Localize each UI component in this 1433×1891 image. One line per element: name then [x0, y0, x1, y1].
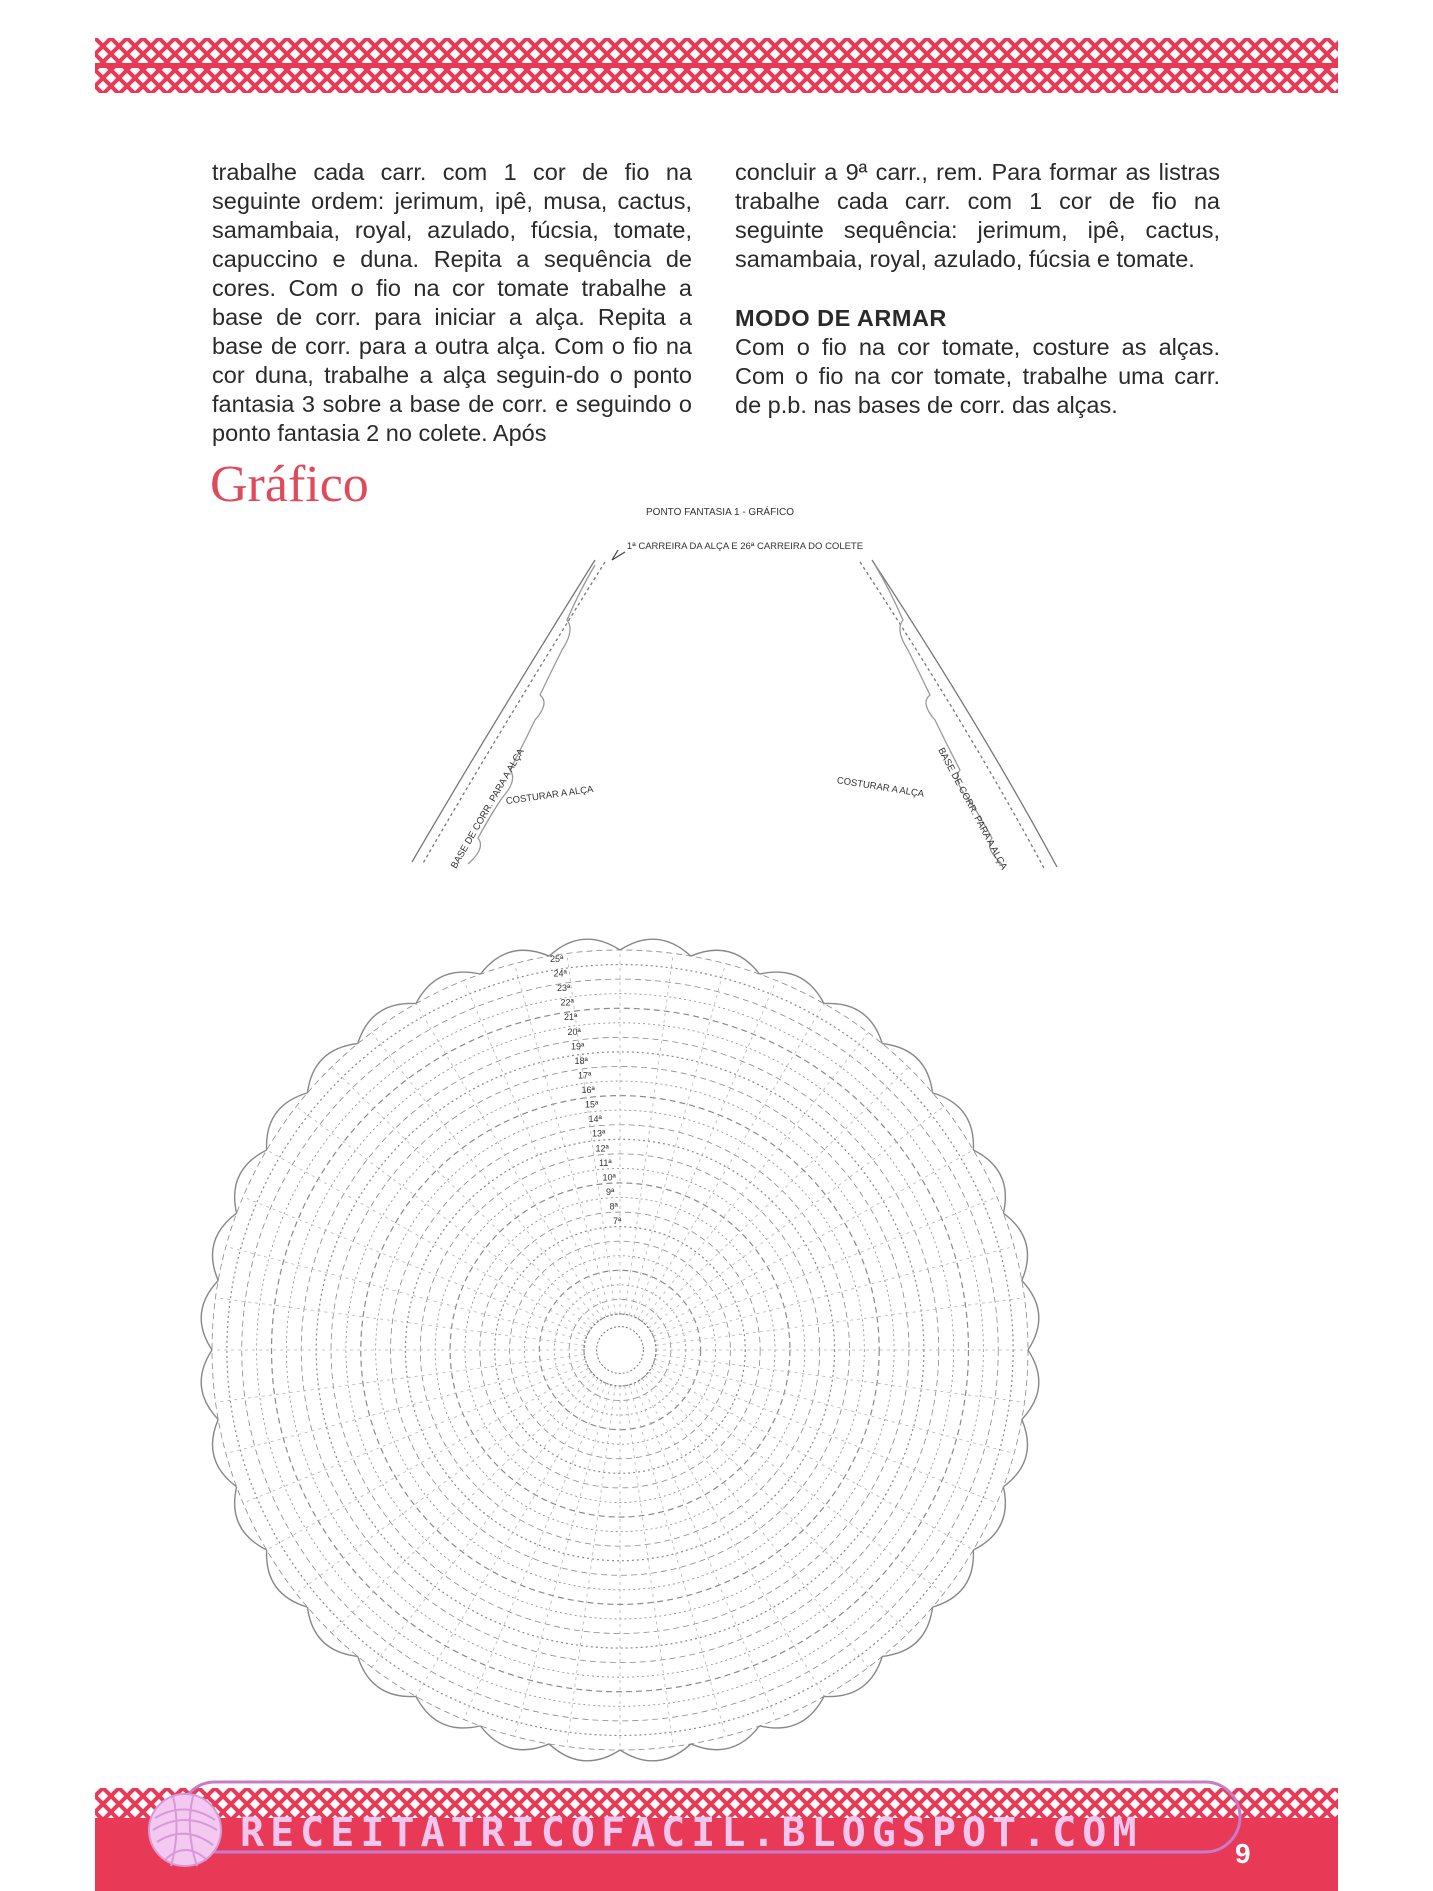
chart-spoke — [656, 1355, 1025, 1403]
chart-spoke — [638, 1004, 824, 1319]
chart-row-ring — [242, 979, 998, 1721]
crochet-chart — [200, 500, 1240, 1780]
row-number-label: 21ª — [564, 1012, 578, 1023]
row-number-label: 20ª — [567, 1026, 581, 1037]
chart-scallop — [824, 1656, 882, 1696]
chart-row-ring — [212, 950, 1028, 1750]
chart-scallop — [933, 1093, 974, 1150]
chart-scallop — [213, 1419, 237, 1486]
chart-spoke — [653, 1364, 997, 1503]
chart-row-ring — [480, 1212, 760, 1488]
chart-spoke — [464, 980, 606, 1316]
chart-spoke — [514, 964, 610, 1316]
chart-center-circle — [597, 1327, 644, 1374]
row-number-label: 17ª — [578, 1070, 592, 1081]
chart-heading: Gráfico — [210, 456, 369, 513]
section-title: MODO DE ARMAR — [735, 305, 947, 331]
chart-spoke — [372, 1379, 598, 1668]
chart-scallop — [1003, 1419, 1027, 1486]
chart-scallop — [549, 1744, 620, 1761]
row-number-label: 7ª — [613, 1216, 622, 1227]
row-number-label: 15ª — [585, 1099, 599, 1110]
strap-label-left: BASE DE CORR. PARA A ALÇA — [448, 746, 527, 871]
chart-scallop — [416, 1696, 480, 1728]
row-number-label: 11ª — [599, 1157, 612, 1168]
top-decorative-band — [95, 38, 1338, 93]
row-number-label: 8ª — [609, 1201, 618, 1212]
chart-scallop — [620, 939, 691, 956]
sew-label-left: COSTURAR A ALÇA — [505, 783, 595, 808]
chart-spoke — [215, 1355, 584, 1403]
chart-spoke — [655, 1359, 1014, 1453]
chart-spoke — [655, 1246, 1014, 1340]
chart-scallop — [201, 1350, 218, 1419]
section-text: Com o fio na cor tomate, costure as alças. Com o fio na cor tomate, trabalhe uma carr. de p.b. nas bases de corr. das alças. — [735, 334, 1220, 418]
chart-row-ring — [450, 1183, 790, 1517]
left-column-text: trabalhe cada carr. com 1 cor de fio na seguinte ordem: jerimum, ipê, musa, cactus, samambaia, royal, azulado, fúcsia, tomate, capuccino e duna. Repita a sequência de cores. Com o fio na cor tomate trabalhe a base de corr. para iniciar a alça. Repita a base de corr. para a outra alça. Com o fio na cor duna, trabalhe a alça seguin-do o ponto fantasia 3 sobre a base de corr. e seguindo o ponto fantasia 2 no colete. Após — [212, 159, 692, 446]
strap-right — [860, 560, 1057, 870]
strap-label-right: BASE DE CORR. PARA A ALÇA — [935, 745, 1010, 872]
chart-scallop — [235, 1150, 267, 1213]
chart-scallop — [213, 1213, 237, 1280]
chart-scallop — [267, 1093, 308, 1150]
chart-scallop — [201, 1281, 218, 1350]
chart-scallop — [620, 1744, 691, 1761]
chart-spoke — [416, 1381, 602, 1696]
row-number-label: 23ª — [557, 983, 571, 994]
chart-spoke — [634, 980, 776, 1316]
chart-scallop — [1022, 1281, 1039, 1350]
chart-spoke — [267, 1150, 589, 1332]
chart-scallop — [1022, 1350, 1039, 1419]
row-number-label: 13ª — [592, 1128, 606, 1139]
chart-center-circle — [584, 1314, 656, 1386]
chart-scallop — [416, 972, 480, 1004]
footer-url[interactable]: RECEITATRICOFACIL.BLOGSPOT.COM — [240, 1810, 1143, 1856]
chart-scallop — [973, 1487, 1005, 1550]
chart-spoke — [634, 1383, 776, 1719]
chart-spoke — [651, 1368, 973, 1550]
chart-spoke — [567, 1386, 616, 1747]
chart-spoke — [243, 1364, 587, 1503]
chart-spoke — [653, 1197, 997, 1336]
chart-spoke — [638, 1381, 824, 1696]
chart-scallop — [973, 1150, 1005, 1213]
chart-spoke — [267, 1368, 589, 1550]
chart-scallop — [933, 1550, 974, 1607]
scallop-edge — [201, 939, 1039, 1761]
yarn-ball-icon — [145, 1790, 225, 1870]
chart-spoke — [649, 1106, 944, 1328]
chart-spoke — [514, 1385, 610, 1737]
chart-spoke — [629, 1385, 725, 1737]
chart-spoke — [629, 964, 725, 1316]
chart-scallop — [760, 972, 824, 1004]
chart-spoke — [226, 1359, 585, 1453]
row-number-label: 14ª — [588, 1114, 602, 1125]
chart-scallop — [1003, 1213, 1027, 1280]
right-text-column — [735, 158, 1220, 420]
row-number-label: 19ª — [571, 1041, 585, 1052]
center-ring — [584, 1314, 656, 1386]
chart-spoke — [642, 1033, 868, 1322]
sew-label-right: COSTURAR A ALÇA — [835, 775, 925, 800]
row-number-labels — [550, 954, 622, 1226]
top-note-arrow — [612, 550, 625, 560]
chart-scallop — [235, 1487, 267, 1550]
chart-spoke — [651, 1150, 973, 1332]
radial-spokes — [212, 950, 1028, 1750]
chart-spoke — [625, 1386, 674, 1747]
row-number-label: 18ª — [574, 1055, 588, 1066]
chart-spoke — [464, 1383, 606, 1719]
chart-scallop — [267, 1550, 308, 1607]
row-number-label: 12ª — [595, 1143, 609, 1154]
chart-spoke — [243, 1197, 587, 1336]
row-number-label: 9ª — [606, 1186, 615, 1197]
chart-title: PONTO FANTASIA 1 - GRÁFICO — [646, 507, 794, 518]
chart-scallop — [358, 1003, 416, 1043]
strap-left — [412, 560, 605, 865]
row-number-label: 24ª — [553, 968, 567, 979]
row-number-label: 10ª — [602, 1172, 616, 1183]
row-number-label: 16ª — [581, 1085, 595, 1096]
page-number: 9 — [1235, 1838, 1251, 1869]
chart-scallop — [760, 1696, 824, 1728]
concentric-rows — [212, 950, 1028, 1750]
row-number-label: 22ª — [560, 997, 574, 1008]
chart-scallop — [824, 1003, 882, 1043]
row-number-label: 25ª — [550, 954, 564, 964]
left-text-column — [212, 158, 692, 448]
chart-top-note: 1ª CARREIRA DA ALÇA E 26ª CARREIRA DO COLETE — [626, 541, 864, 552]
chart-spoke — [226, 1246, 585, 1340]
chart-scallop — [358, 1656, 416, 1696]
right-column-intro: concluir a 9ª carr., rem. Para formar as listras trabalhe cada carr. com 1 cor de fio na seguinte sequência: jerimum, ipê, cactus, samambaia, royal, azulado, fúcsia e tomate. — [735, 159, 1220, 272]
chart-spoke — [296, 1372, 591, 1594]
